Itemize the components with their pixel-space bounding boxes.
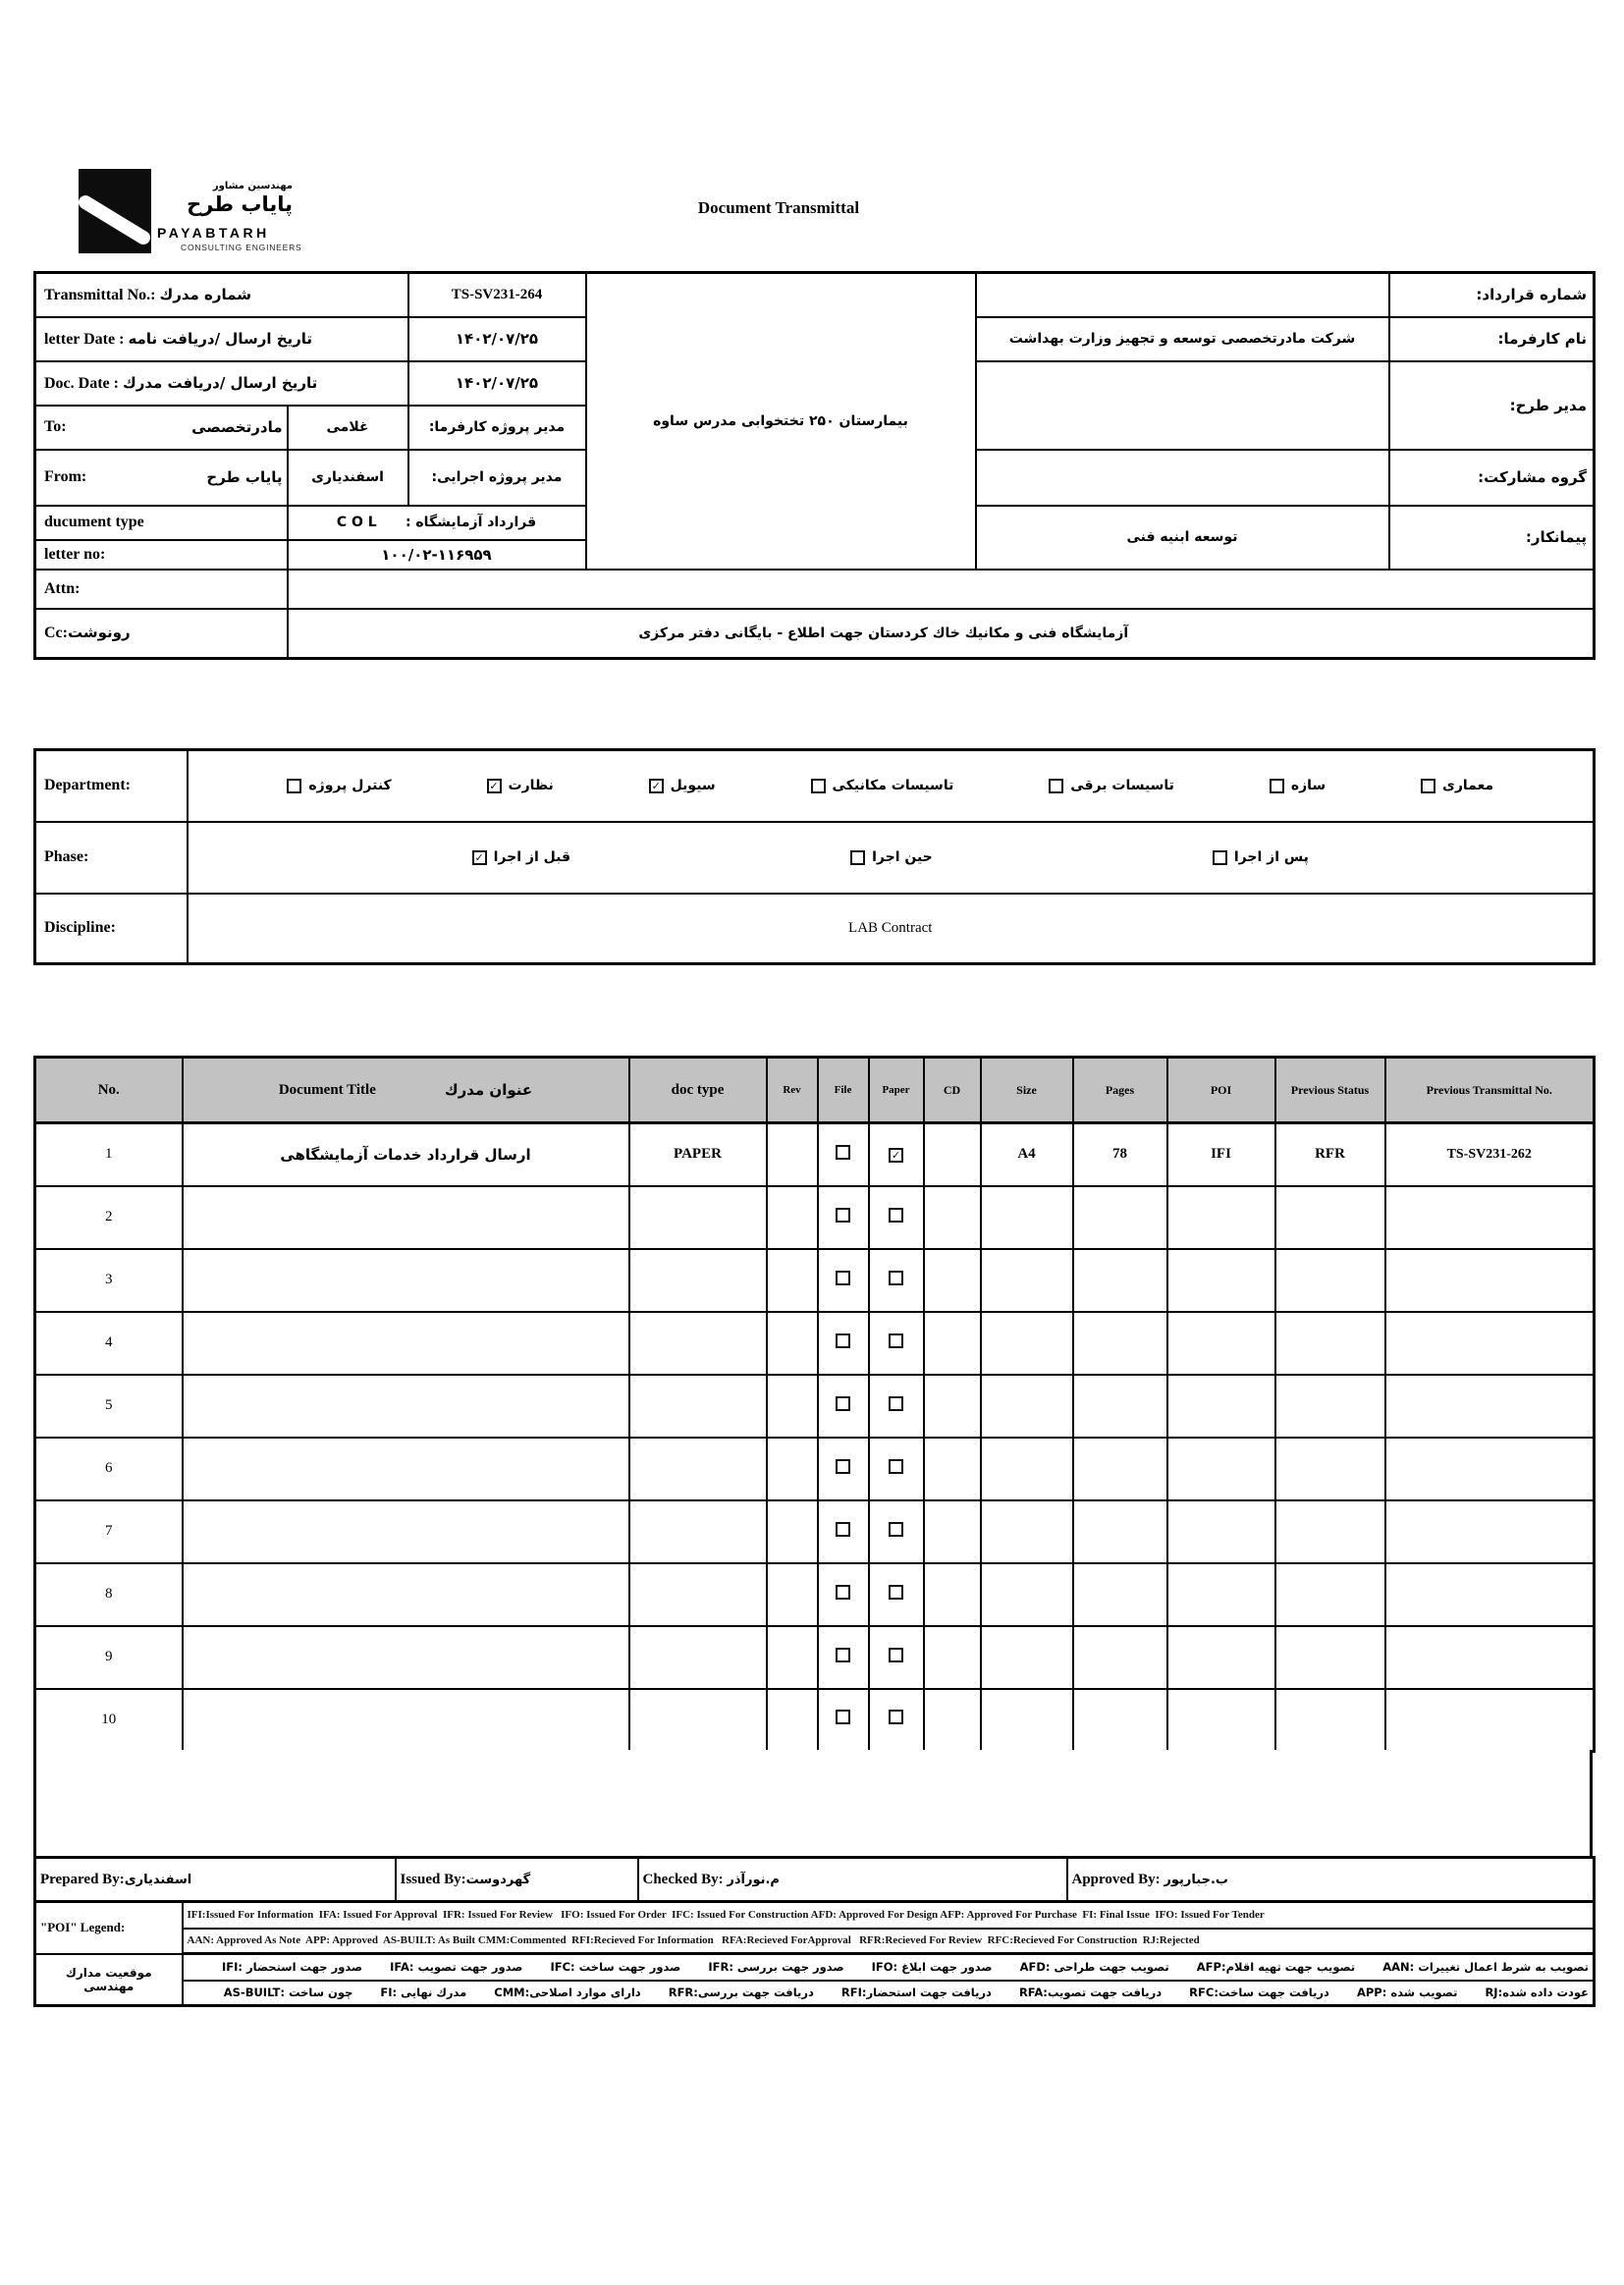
col-header-paper: Paper (869, 1058, 924, 1123)
row-doc-type (629, 1186, 767, 1249)
page-title: Document Transmittal (697, 198, 860, 217)
contractor-value: توسعه ابنيه فنى (976, 506, 1389, 570)
row-pages (1073, 1563, 1167, 1626)
contract-no-label: شماره قرارداد: (1389, 273, 1595, 317)
from-role-label: مدير پروژه اجرايى: (408, 450, 586, 506)
row-pages (1073, 1249, 1167, 1312)
file-checkbox-icon (836, 1333, 850, 1348)
row-cd (924, 1123, 981, 1186)
department-options (188, 750, 1595, 822)
row-poi (1167, 1563, 1275, 1626)
department-option: سازه (1270, 778, 1326, 793)
row-file (818, 1626, 869, 1689)
row-cd (924, 1249, 981, 1312)
row-prev-status (1275, 1375, 1385, 1438)
row-no: 3 (35, 1249, 183, 1312)
checkbox-icon (811, 779, 826, 793)
poi-legend-en-line2: AAN: Approved As Note APP: Approved AS-BUILT: As Built CMM:Commented RFI:Recieved For Information RFA:Recieved ForApproval RFR:Recieved For Review RFC:Recieved For Construction RJ:Rejected (183, 1929, 1595, 1954)
row-doc-type (629, 1626, 767, 1689)
row-paper (869, 1375, 924, 1438)
row-pages (1073, 1689, 1167, 1752)
logo-en-name: PAYABTARH (157, 225, 270, 241)
row-no: 6 (35, 1438, 183, 1500)
row-no: 7 (35, 1500, 183, 1563)
row-prev-status (1275, 1186, 1385, 1249)
row-title (183, 1249, 629, 1312)
row-file (818, 1186, 869, 1249)
file-checkbox-icon (836, 1648, 850, 1662)
row-no: 5 (35, 1375, 183, 1438)
row-prev-transmittal (1385, 1375, 1595, 1438)
letter-date-value: ۱۴۰۲/۰۷/۲۵ (408, 317, 586, 361)
checkbox-icon (1270, 779, 1284, 793)
row-pages: 78 (1073, 1123, 1167, 1186)
row-prev-transmittal: TS-SV231-262 (1385, 1123, 1595, 1186)
row-rev (767, 1123, 818, 1186)
row-pages (1073, 1312, 1167, 1375)
letter-date-label: letter Date : تاريخ ارسال /دريافت نامه (35, 317, 408, 361)
row-doc-type: PAPER (629, 1123, 767, 1186)
row-prev-transmittal (1385, 1249, 1595, 1312)
row-no: 10 (35, 1689, 183, 1752)
poi-legend-fa-line2: عودت داده شده:RJ تصويب شده :APP دريافت جهت ساخت:RFC دريافت جهت تصويب:RFA دريافت جهت استحضار:RFI دريافت جهت بررسى:RFR داراى موارد اصلاحى:CMM مدرك نهايى :FI چون ساخت :AS-BUILT (183, 1981, 1595, 2006)
row-size (981, 1689, 1073, 1752)
row-title (183, 1500, 629, 1563)
table-blank-area (33, 1750, 1593, 1856)
row-file (818, 1123, 869, 1186)
paper-checkbox-icon (889, 1396, 903, 1411)
checkbox-icon (1421, 779, 1435, 793)
row-rev (767, 1689, 818, 1752)
checkbox-icon (287, 779, 301, 793)
col-header-title: Document Title عنوان مدرك (183, 1058, 629, 1123)
row-rev (767, 1626, 818, 1689)
file-checkbox-icon (836, 1208, 850, 1223)
row-rev (767, 1186, 818, 1249)
transmittal-info-table (33, 271, 1596, 660)
row-paper (869, 1626, 924, 1689)
row-poi (1167, 1186, 1275, 1249)
discipline-value: LAB Contract (188, 894, 1595, 964)
row-cd (924, 1689, 981, 1752)
row-pages (1073, 1626, 1167, 1689)
checkbox-icon (649, 779, 664, 793)
logo-swoosh-icon (79, 169, 151, 253)
row-cd (924, 1438, 981, 1500)
letter-no-label: letter no: (35, 540, 288, 570)
row-prev-status: RFR (1275, 1123, 1385, 1186)
phase-option: پس از اجرا (1213, 849, 1309, 865)
row-file (818, 1312, 869, 1375)
client-name-value: شركت مادرتخصصى توسعه و تجهيز وزارت بهداشت (976, 317, 1389, 361)
row-rev (767, 1375, 818, 1438)
table-row (35, 1312, 1595, 1375)
row-title (183, 1375, 629, 1438)
row-prev-status (1275, 1689, 1385, 1752)
jv-value (976, 450, 1389, 506)
row-poi (1167, 1375, 1275, 1438)
row-doc-type (629, 1438, 767, 1500)
row-size (981, 1500, 1073, 1563)
file-checkbox-icon (836, 1396, 850, 1411)
row-cd (924, 1563, 981, 1626)
row-rev (767, 1312, 818, 1375)
col-header-prev-status: Previous Status (1275, 1058, 1385, 1123)
file-checkbox-icon (836, 1710, 850, 1724)
col-header-rev: Rev (767, 1058, 818, 1123)
row-pages (1073, 1186, 1167, 1249)
row-poi (1167, 1500, 1275, 1563)
row-prev-transmittal (1385, 1500, 1595, 1563)
project-name: بيمارستان ۲۵۰ تختخوابى مدرس ساوه (586, 273, 976, 570)
row-file (818, 1689, 869, 1752)
row-cd (924, 1312, 981, 1375)
row-doc-type (629, 1375, 767, 1438)
row-cd (924, 1186, 981, 1249)
doc-date-label: Doc. Date : تاريخ ارسال /دريافت مدرك (35, 361, 408, 406)
jv-label: گروه مشاركت: (1389, 450, 1595, 506)
paper-checkbox-icon (889, 1648, 903, 1662)
logo-fa-tagline: مهندسين مشاور (212, 181, 293, 191)
checkbox-icon (1049, 779, 1063, 793)
discipline-label: Discipline: (35, 894, 188, 964)
row-poi (1167, 1689, 1275, 1752)
table-header-row (35, 1058, 1595, 1123)
department-option: معمارى (1421, 778, 1493, 793)
row-title (183, 1563, 629, 1626)
row-poi (1167, 1312, 1275, 1375)
row-prev-transmittal (1385, 1563, 1595, 1626)
design-manager-value (976, 361, 1389, 450)
checkbox-icon (850, 850, 865, 865)
row-file (818, 1438, 869, 1500)
col-header-prev-transmittal: Previous Transmittal No. (1385, 1058, 1595, 1123)
row-paper (869, 1312, 924, 1375)
letter-no-value: ۱۰۰/۰۲-۱۱۶۹۵۹ (288, 540, 586, 570)
row-no: 9 (35, 1626, 183, 1689)
row-prev-transmittal (1385, 1186, 1595, 1249)
row-prev-transmittal (1385, 1438, 1595, 1500)
row-size (981, 1249, 1073, 1312)
poi-legend-table (33, 1900, 1596, 2007)
row-paper (869, 1438, 924, 1500)
department-option: تاسيسات برقى (1049, 778, 1174, 793)
table-row (35, 1500, 1595, 1563)
col-header-poi: POI (1167, 1058, 1275, 1123)
doc-date-value: ۱۴۰۲/۰۷/۲۵ (408, 361, 586, 406)
department-option: كنترل پروژه (287, 778, 391, 793)
row-size (981, 1375, 1073, 1438)
row-rev (767, 1500, 818, 1563)
row-prev-status (1275, 1438, 1385, 1500)
checkbox-icon (487, 779, 502, 793)
table-row (35, 1375, 1595, 1438)
row-rev (767, 1563, 818, 1626)
row-rev (767, 1438, 818, 1500)
row-size (981, 1438, 1073, 1500)
row-paper (869, 1500, 924, 1563)
cc-label: Cc:رونوشت (35, 609, 288, 659)
issued-by-cell: Issued By:گهردوست (396, 1858, 638, 1902)
paper-checkbox-icon (889, 1333, 903, 1348)
signatures-table (33, 1856, 1596, 1903)
row-prev-status (1275, 1249, 1385, 1312)
row-rev (767, 1249, 818, 1312)
row-title: ارسال قرارداد خدمات آزمايشگاهى (183, 1123, 629, 1186)
row-paper (869, 1249, 924, 1312)
row-cd (924, 1500, 981, 1563)
col-header-size: Size (981, 1058, 1073, 1123)
row-no: 4 (35, 1312, 183, 1375)
row-poi (1167, 1626, 1275, 1689)
row-prev-status (1275, 1312, 1385, 1375)
row-doc-type (629, 1312, 767, 1375)
contract-no-value (976, 273, 1389, 317)
attn-label: Attn: (35, 570, 288, 609)
attn-value (288, 570, 1595, 609)
file-checkbox-icon (836, 1522, 850, 1537)
design-manager-label: مدير طرح: (1389, 361, 1595, 450)
cc-value: آزمايشگاه فنى و مكانيك خاك كردستان جهت اطلاع - بايگانى دفتر مركزى (288, 609, 1595, 659)
row-doc-type (629, 1563, 767, 1626)
contractor-label: پيمانكار: (1389, 506, 1595, 570)
row-title (183, 1438, 629, 1500)
transmittal-no-value: TS-SV231-264 (408, 273, 586, 317)
to-person-name: غلامى (288, 406, 408, 450)
col-header-no: No. (35, 1058, 183, 1123)
approved-by-cell: Approved By: ب.جبارپور (1067, 1858, 1595, 1902)
poi-legend-label: "POI" Legend: (35, 1902, 183, 1954)
row-title (183, 1689, 629, 1752)
prepared-by-cell: Prepared By:اسفنديارى (35, 1858, 396, 1902)
from-person-name: اسفنديارى (288, 450, 408, 506)
row-size: A4 (981, 1123, 1073, 1186)
to-role-label: مدير پروژه كارفرما: (408, 406, 586, 450)
file-checkbox-icon (836, 1459, 850, 1474)
row-file (818, 1249, 869, 1312)
row-paper (869, 1563, 924, 1626)
doc-status-legend-label: موقعيت مدارك مهندسى (35, 1954, 183, 2006)
table-row (35, 1689, 1595, 1752)
row-doc-type (629, 1500, 767, 1563)
logo-fa-name: پاياب طرح (187, 192, 293, 216)
row-title (183, 1626, 629, 1689)
phase-option: ✓ قبل از اجرا (472, 849, 570, 865)
table-row (35, 1438, 1595, 1500)
table-row (35, 1123, 1595, 1186)
row-no: 2 (35, 1186, 183, 1249)
row-poi: IFI (1167, 1123, 1275, 1186)
row-prev-transmittal (1385, 1689, 1595, 1752)
row-paper (869, 1186, 924, 1249)
phase-options (188, 822, 1595, 894)
paper-checkbox-icon (889, 1585, 903, 1600)
department-option: تاسيسات مكانيكى (811, 778, 954, 793)
row-doc-type (629, 1249, 767, 1312)
row-file (818, 1500, 869, 1563)
row-title (183, 1186, 629, 1249)
row-prev-status (1275, 1626, 1385, 1689)
row-prev-transmittal (1385, 1312, 1595, 1375)
phase-option: حين اجرا (850, 849, 933, 865)
row-title (183, 1312, 629, 1375)
row-paper (869, 1689, 924, 1752)
company-logo-icon (79, 169, 151, 253)
document-type-value: قرارداد آزمايشگاه : C O L (288, 506, 586, 540)
transmittal-no-label: Transmittal No.: شماره مدرك (35, 273, 408, 317)
document-type-label: ducument type (35, 506, 288, 540)
col-header-cd: CD (924, 1058, 981, 1123)
document-list-table (33, 1056, 1596, 1753)
paper-checkbox-icon (889, 1522, 903, 1537)
checked-by-cell: Checked By: م.نورآذر (638, 1858, 1067, 1902)
row-poi (1167, 1249, 1275, 1312)
file-checkbox-icon (836, 1145, 850, 1160)
to-row-label: To: مادرتخصصى (35, 406, 288, 450)
row-no: 8 (35, 1563, 183, 1626)
row-size (981, 1626, 1073, 1689)
paper-checkbox-icon (889, 1271, 903, 1285)
poi-legend-fa-line1: تصويب به شرط اعمال تغييرات :AAN تصويب جهت تهيه اقلام:AFP تصويب جهت طراحى :AFD صدور جهت ابلاغ :IFO صدور جهت بررسى :IFR صدور جهت ساخت :IFC صدور جهت تصويب :IFA صدور جهت استحضار :IFI (183, 1954, 1595, 1981)
logo-en-subtitle: CONSULTING ENGINEERS (181, 243, 302, 252)
col-header-pages: Pages (1073, 1058, 1167, 1123)
row-size (981, 1312, 1073, 1375)
row-doc-type (629, 1689, 767, 1752)
col-header-doc-type: doc type (629, 1058, 767, 1123)
row-prev-transmittal (1385, 1626, 1595, 1689)
department-option: ✓ سيويل (649, 778, 716, 793)
row-pages (1073, 1500, 1167, 1563)
department-option: ✓ نظارت (487, 778, 554, 793)
client-name-label: نام كارفرما: (1389, 317, 1595, 361)
phase-label: Phase: (35, 822, 188, 894)
row-paper (869, 1123, 924, 1186)
paper-checkbox-icon (889, 1710, 903, 1724)
poi-legend-en-line1: IFI:Issued For Information IFA: Issued For Approval IFR: Issued For Review IFO: Issued For Order IFC: Issued For Construction AFD: Approved For Design AFP: Approved For Purchase FI: Final Issue IFO: Issued For Tender (183, 1902, 1595, 1929)
file-checkbox-icon (836, 1585, 850, 1600)
paper-checkbox-icon (889, 1459, 903, 1474)
table-row (35, 1626, 1595, 1689)
row-size (981, 1563, 1073, 1626)
row-pages (1073, 1375, 1167, 1438)
row-prev-status (1275, 1500, 1385, 1563)
department-label: Department: (35, 750, 188, 822)
row-pages (1073, 1438, 1167, 1500)
row-size (981, 1186, 1073, 1249)
table-row (35, 1186, 1595, 1249)
row-cd (924, 1375, 981, 1438)
row-no: 1 (35, 1123, 183, 1186)
col-header-file: File (818, 1058, 869, 1123)
row-poi (1167, 1438, 1275, 1500)
table-row (35, 1563, 1595, 1626)
row-file (818, 1563, 869, 1626)
classification-table (33, 748, 1596, 965)
from-row-label: From: پاياب طرح (35, 450, 288, 506)
table-row (35, 1249, 1595, 1312)
paper-checkbox-icon (889, 1148, 903, 1163)
paper-checkbox-icon (889, 1208, 903, 1223)
row-cd (924, 1626, 981, 1689)
file-checkbox-icon (836, 1271, 850, 1285)
checkbox-icon (472, 850, 487, 865)
row-prev-status (1275, 1563, 1385, 1626)
checkbox-icon (1213, 850, 1227, 865)
row-file (818, 1375, 869, 1438)
